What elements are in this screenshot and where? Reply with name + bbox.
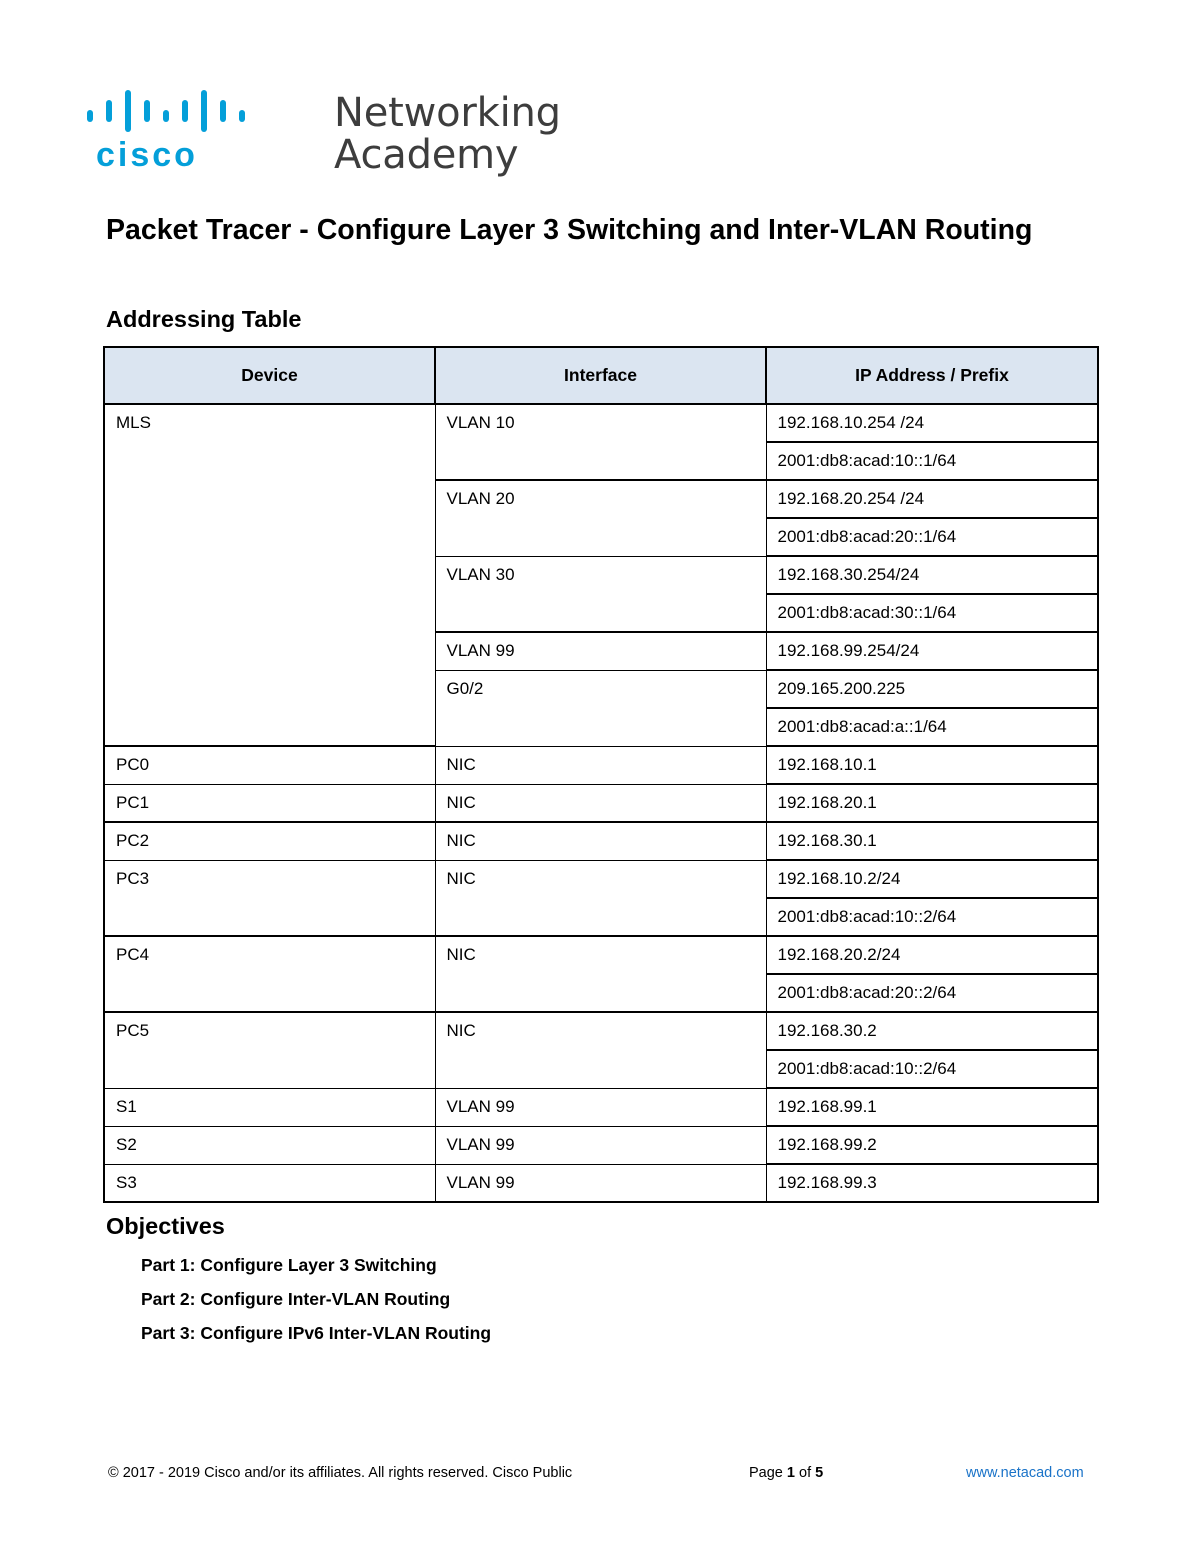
ip-cell: 2001:db8:acad:30::1/64 [766, 594, 1098, 632]
header-device: Device [104, 347, 435, 404]
footer-page-number [749, 1465, 823, 1481]
interface-cell: VLAN 30 [435, 556, 766, 632]
page-title: Packet Tracer - Configure Layer 3 Switching and Inter-VLAN Routing [106, 214, 1033, 246]
list-item [141, 1322, 491, 1356]
footer-website-link[interactable]: www.netacad.com [966, 1465, 1084, 1481]
ip-cell: 2001:db8:acad:10::2/64 [766, 1050, 1098, 1088]
interface-cell: NIC [435, 860, 766, 936]
table-row [104, 784, 1098, 822]
interface-cell: NIC [435, 784, 766, 822]
ip-cell: 192.168.20.2/24 [766, 936, 1098, 974]
page-current: 1 [786, 1465, 795, 1481]
ip-cell: 2001:db8:acad:a::1/64 [766, 708, 1098, 746]
page-of: of [794, 1465, 816, 1481]
table-row [104, 1012, 1098, 1050]
interface-cell: G0/2 [435, 670, 766, 746]
list-item [141, 1288, 491, 1322]
ip-cell: 192.168.99.1 [766, 1088, 1098, 1126]
interface-cell: VLAN 99 [435, 1164, 766, 1202]
objective-label: Part 2: [141, 1289, 196, 1309]
ip-cell: 192.168.20.254 /24 [766, 480, 1098, 518]
device-cell: PC2 [104, 822, 435, 860]
objective-label: Part 3: [141, 1323, 196, 1343]
cisco-bridge-icon [86, 86, 251, 178]
device-cell: PC4 [104, 936, 435, 1012]
ip-cell: 192.168.10.254 /24 [766, 404, 1098, 442]
footer-copyright: © 2017 - 2019 Cisco and/or its affiliates. All rights reserved. Cisco Public [108, 1465, 573, 1481]
interface-cell: NIC [435, 746, 766, 784]
table-row [104, 822, 1098, 860]
cisco-networking-academy-logo [86, 86, 561, 178]
ip-cell: 192.168.99.3 [766, 1164, 1098, 1202]
interface-cell: VLAN 20 [435, 480, 766, 556]
interface-cell: VLAN 10 [435, 404, 766, 480]
list-item [141, 1254, 491, 1288]
header-ip-address: IP Address / Prefix [766, 347, 1098, 404]
logo-academy-text: Academy [334, 132, 519, 178]
ip-cell: 192.168.20.1 [766, 784, 1098, 822]
table-row [104, 404, 1098, 442]
ip-cell: 192.168.10.1 [766, 746, 1098, 784]
table-row [104, 936, 1098, 974]
page-total: 5 [815, 1465, 824, 1481]
interface-cell: NIC [435, 1012, 766, 1088]
objective-text: Configure Layer 3 Switching [200, 1255, 437, 1275]
table-row [104, 860, 1098, 898]
ip-cell: 2001:db8:acad:10::2/64 [766, 898, 1098, 936]
logo-networking-text: Networking [334, 90, 561, 136]
addressing-table-heading: Addressing Table [106, 306, 302, 332]
ip-cell: 192.168.30.254/24 [766, 556, 1098, 594]
table-header-row [104, 347, 1098, 404]
objective-text: Configure Inter-VLAN Routing [200, 1289, 451, 1309]
header-interface: Interface [435, 347, 766, 404]
ip-cell: 192.168.10.2/24 [766, 860, 1098, 898]
interface-cell: VLAN 99 [435, 1088, 766, 1126]
device-cell: PC0 [104, 746, 435, 784]
device-cell: PC5 [104, 1012, 435, 1088]
objectives-list [141, 1254, 491, 1356]
device-cell: S2 [104, 1126, 435, 1164]
ip-cell: 2001:db8:acad:20::1/64 [766, 518, 1098, 556]
objective-text: Configure IPv6 Inter-VLAN Routing [200, 1323, 492, 1343]
table-row [104, 1088, 1098, 1126]
interface-cell: NIC [435, 936, 766, 1012]
device-cell: PC3 [104, 860, 435, 936]
ip-cell: 192.168.99.2 [766, 1126, 1098, 1164]
table-row [104, 1126, 1098, 1164]
ip-cell: 2001:db8:acad:10::1/64 [766, 442, 1098, 480]
interface-cell: VLAN 99 [435, 1126, 766, 1164]
objectives-heading: Objectives [106, 1213, 225, 1239]
interface-cell: VLAN 99 [435, 632, 766, 670]
addressing-table [103, 346, 1099, 1203]
interface-cell: NIC [435, 822, 766, 860]
objective-label: Part 1: [141, 1255, 196, 1275]
cisco-wordmark: cisco [96, 136, 198, 174]
device-cell: S3 [104, 1164, 435, 1202]
ip-cell: 209.165.200.225 [766, 670, 1098, 708]
ip-cell: 2001:db8:acad:20::2/64 [766, 974, 1098, 1012]
ip-cell: 192.168.99.254/24 [766, 632, 1098, 670]
device-cell: PC1 [104, 784, 435, 822]
page-prefix: Page [749, 1465, 787, 1481]
table-row [104, 746, 1098, 784]
device-cell: MLS [104, 404, 435, 746]
ip-cell: 192.168.30.1 [766, 822, 1098, 860]
ip-cell: 192.168.30.2 [766, 1012, 1098, 1050]
table-row [104, 1164, 1098, 1202]
device-cell: S1 [104, 1088, 435, 1126]
